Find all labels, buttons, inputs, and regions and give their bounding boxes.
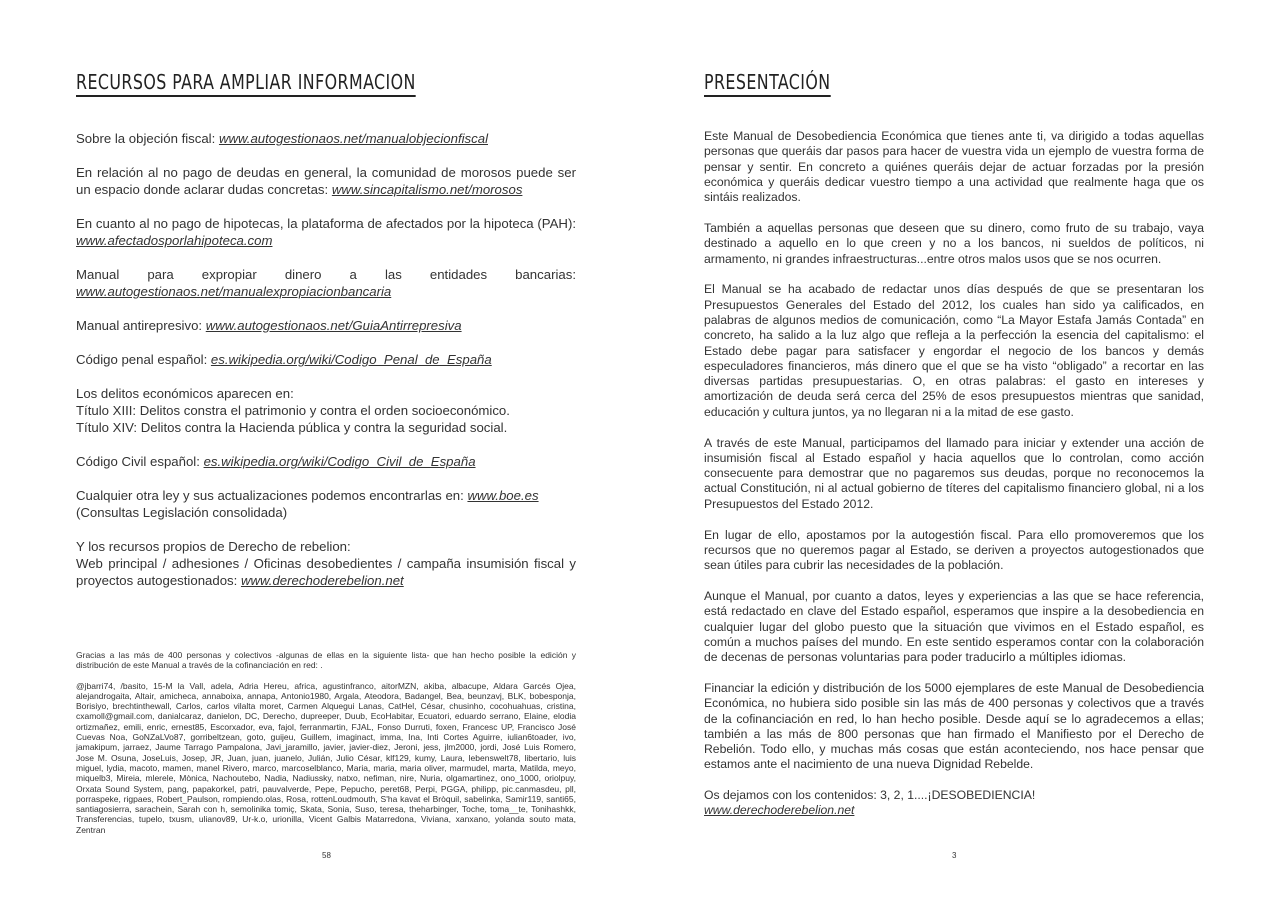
paragraph: También a aquellas personas que deseen que su dinero, como fruto de su trabajo, vaya destinado a aquello en lo que creen y no a los bancos, ni sueldos de políticos, ni armamento, ni grandes infraestructuras...entre otros malos usos que se nos ocurren. [704, 220, 1204, 266]
credits [76, 650, 576, 845]
paragraph: Financiar la edición y distribución de los 5000 ejemplares de este Manual de Desobediencia Económica, no hubiera sido posible sin las más de 400 personas y colectivos que a través de la cofinanciación en red, lo han hecho posible. Desde aquí se lo agradecemos a ellas; también a las más de 800 personas que han firmado el Manifiesto por el Derecho de Rebelión. Todo ello, y muchas más cosas que están aconteciendo, nos hace pensar que estamos ante el nacimiento de una nueva Dignidad Rebelde. [704, 680, 1204, 772]
resources-title: RECURSOS PARA AMPLIAR INFORMACION [76, 70, 416, 97]
resource-link[interactable]: www.derechoderebelion.net [240, 573, 404, 588]
resource-text: Código Civil español: [76, 454, 204, 469]
resource-link[interactable]: www.boe.es [467, 488, 539, 503]
resource-link[interactable]: www.afectadosporlahipoteca.com [76, 233, 273, 248]
presentation-title: PRESENTACIÓN [704, 70, 831, 97]
credits-list: @jbarri74, /basito, 15-M la Vall, adela, Adria Hereu, africa, agustinfranco, aitorMZN, akiba, albacupe, Aldara Garcés Ojea, alejandrogaita, Altair, amicheca, annaboixa, annapa, Antonio1980, Argala, Ateodora, Badangel, Bea, beunzavj, BLK, bobesponja, Borisiyo, brechtinthewall, Carlos, carlos vilalta moret, Carmen Alquegui Lanas, CatHel, César, chusinho, cocohuahuas, cristina, cxamoll@gmail.com, danialcaraz, danielon, DC, Derecho, dupreeper, Duub, EcoHabitar, Ecuatori, eduardo serrano, Elaine, elodia ortizmañez, emili, enric, ernest85, Escorxador, eva, fajol, ferranmartin, FJAL, Fonso Durruti, foxen, Francesc UP, Francisco José Cuevas Noa, GoNZaLVo87, gorribeltzean, goto, guijeu, Guillem, imaginact, imma, Ina, Inti Cortes Aguirre, iulian6toader, ivo, jamakipum, jarraez, Jaume Tarrago Pampalona, Javi_jaramillo, javier, javier-diez, Jeroni, jess, jlm2000, jordi, José Luis Romero, Jose M. Osuna, JoseLuis, Josep, JR, Juan, juan, juanelo, Julián, Julio César, klf129, kumy, Laura, lebenswelt78, libertario, luis miguel, lydia, macoto, mamen, manel Rivero, marco, marcoselblanco, Maria, maria, maria oliver, marmudel, marta, Matilda, meyo, miquelb3, Mireia, mlerele, Mònica, Nachoutebo, Nadia, Nadiussky, natxo, nefiman, nire, Nuria, olgamartinez, ono_1000, oriolpuy, Orxata Sound System, pang, papakorkel, patri, pauvalverde, Pepe, Pepucho, peret68, Perpi, PGGA, philipp, pic.canmasdeu, pll, porraspeke, rigpaes, Robert_Paulson, rompiendo.olas, Rosa, rottenLoudmouth, S'ha kavat el Bròquil, sabelinka, Samir119, santi65, santiagosierra, sarachein, Sarah con h, semolinika tomiç, Skata, Sonia, Suso, teresa, theharbinger, Toche, toma__te, Tonihashkk, Transferencias, tupelo, txusm, ulianov89, Ur-k.o, urionilla, Vicent Galbis Matarredona, Viviana, xanxano, yolanda souto mata, Zentran [76, 680, 576, 835]
page-number: 58 [322, 851, 331, 860]
delitos-title-xiii: Título XIII: Delitos constra el patrimonio y contra el orden socioeconómico. [76, 403, 510, 418]
resource-text: Manual para expropiar dinero a las entidades bancarias: [76, 267, 576, 282]
resource-text: En cuanto al no pago de hipotecas, la plataforma de afectados por la hipoteca (PAH): [76, 216, 576, 231]
resource-link[interactable]: www.autogestionaos.net/GuiaAntirrepresiva [205, 318, 462, 333]
resource-item [76, 215, 576, 249]
paragraph: El Manual se ha acabado de redactar unos días después de que se presentaran los Presupuestos Generales del Estado del 2012, los cuales han sido ya calificados, en palabras de algunos medios de comunicación, como “La Mayor Estafa Jamás Contada” en concreto, ha salido a la luz algo que refleja a la perfección la esencia del capitalismo: el Estado debe pagar para satisfacer y engordar el negocio de los bancos y demás especuladores financieros, más dinero que el que se ha visto “obligado” a recortar en las diversas partidas presupuestarias. O, en otras palabras: el gasto en intereses y amortización de deuda será cerca del 25% de esos presupuestos mientras que sanidad, educación y cultura juntos, ya no llegaran ni a la mitad de ese gasto. [704, 282, 1204, 419]
delitos-title-xiv: Título XIV: Delitos contra la Hacienda pública y contra la seguridad social. [76, 420, 508, 435]
paragraph: Aunque el Manual, por cuanto a datos, leyes y experiencias a las que se hace referencia, está redactado en clave del Estado español, esperamos que inspire a la desobediencia en cualquier lugar del globo puesto que la situación que vivimos en el Estado español, es común a muchos países del mundo. En este sentido esperamos contar con la colaboración de decenas de personas voluntarias para poder traducirlo a múltiples idiomas. [704, 588, 1204, 665]
resource-link[interactable]: es.wikipedia.org/wiki/Codigo_Civil_de_España [203, 454, 476, 469]
resources-list [76, 130, 576, 606]
resource-item [76, 164, 576, 198]
delitos-block [76, 385, 576, 436]
resource-note: (Consultas Legislación consolidada) [76, 505, 288, 520]
paragraph: En lugar de ello, apostamos por la autogestión fiscal. Para ello promoveremos que los recursos que no queremos pagar al Estado, se deriven a proyectos autogestionados que sean útiles para cubrir las necesidades de la población. [704, 527, 1204, 573]
resource-item [76, 130, 576, 147]
resource-item [76, 266, 576, 300]
paragraph: A través de este Manual, participamos del llamado para iniciar y extender una acción de insumisión fiscal al Estado español y hacia aquellos que lo controlan, como acción consecuente para demostrar que no pagaremos sus deudas, porque no reconocemos la actual Constitución, ni al actual gobierno de títeres del capitalismo financiero global, ni a los Presupuestos del Estado 2012. [704, 435, 1204, 511]
resource-text: Cualquier otra ley y sus actualizaciones podemos encontrarlas en: [76, 488, 468, 503]
delitos-intro: Los delitos económicos aparecen en: [76, 386, 294, 401]
resource-link[interactable]: es.wikipedia.org/wiki/Codigo_Penal_de_España [210, 352, 492, 367]
resource-item [76, 538, 576, 589]
resource-text: En relación al no pago de deudas en general, la comunidad de morosos puede ser un espacio donde aclarar dudas concretas: [76, 165, 576, 197]
closing [704, 788, 1204, 819]
closing-link[interactable]: www.derechoderebelion.net [704, 803, 855, 818]
resource-link[interactable]: www.sincapitalismo.net/morosos [331, 182, 523, 197]
resource-text: Código penal español: [76, 352, 211, 367]
credits-intro: Gracias a las más de 400 personas y colectivos -algunas de ellas en la siguiente lista- que han hecho posible la edición y distribución de este Manual a través de la cofinanciación en red: . [76, 650, 576, 671]
page-number: 3 [952, 851, 957, 860]
closing-text: Os dejamos con los contenidos: 3, 2, 1....¡DESOBEDIENCIA! [704, 788, 1036, 803]
rebelion-intro: Y los recursos propios de Derecho de rebelion: [76, 539, 351, 554]
resource-text: Sobre la objeción fiscal: [76, 131, 219, 146]
resource-link[interactable]: www.autogestionaos.net/manualexpropiacionbancaria [76, 284, 392, 299]
resource-item [76, 453, 576, 470]
presentation-body [704, 129, 1204, 834]
resource-item [76, 351, 576, 368]
paragraph: Este Manual de Desobediencia Económica que tienes ante ti, va dirigido a todas aquellas personas que queráis dar pasos para hacer de vuestra vida un ejemplo de vuestra forma de pensar y sentir. En concreto a quiénes queráis dejar de actuar forzadas por la presión económica y queráis dedicar vuestro tiempo a una actividad que realmente haga que os sintáis realizados. [704, 129, 1204, 205]
resource-item [76, 317, 576, 334]
resource-text: Web principal / adhesiones / Oficinas desobedientes / campaña insumisión fiscal y proyectos autogestionados: [76, 556, 576, 588]
resource-link[interactable]: www.autogestionaos.net/manualobjecionfiscal [218, 131, 488, 146]
resource-text: Manual antirepresivo: [76, 318, 206, 333]
resource-item [76, 487, 576, 521]
